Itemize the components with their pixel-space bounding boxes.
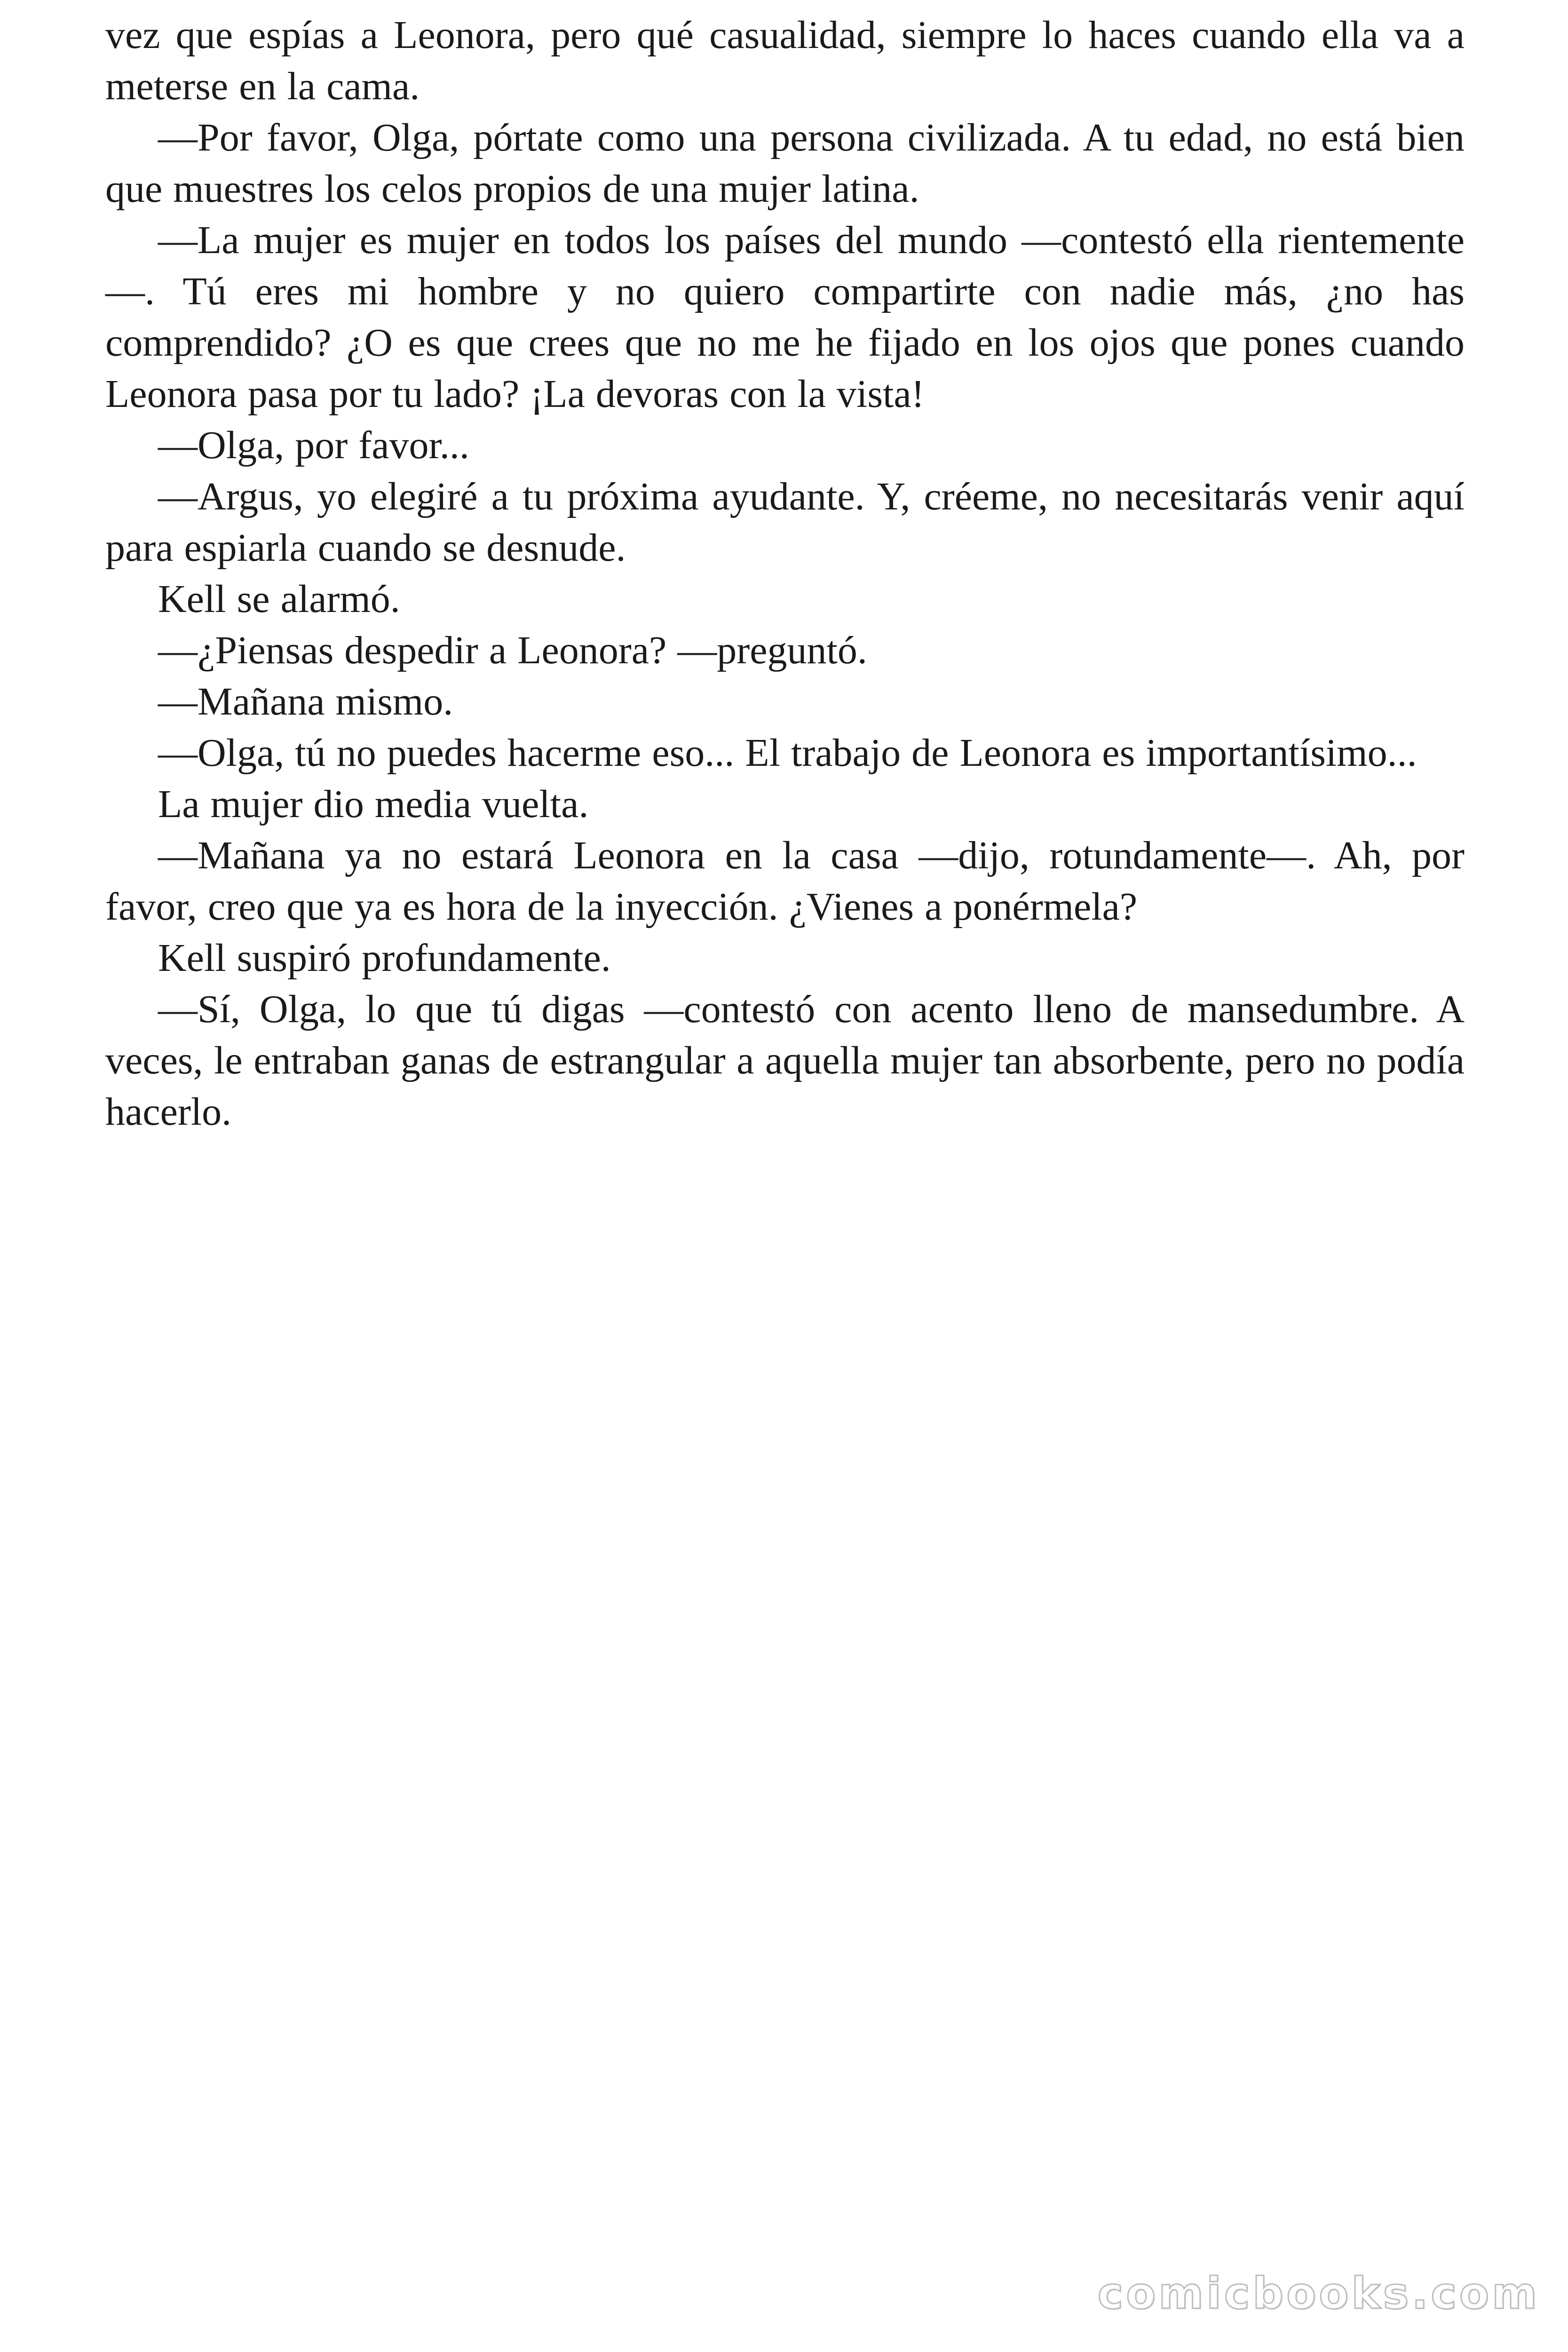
paragraph-2: —Por favor, Olga, pórtate como una persona civilizada. A tu edad, no está bien que muestres los celos propios de una mujer latina. — [105, 116, 1465, 211]
paragraph-4: —Olga, por favor... — [158, 423, 469, 467]
paragraph-13: —Sí, Olga, lo que tú digas —contestó con acento lleno de mansedumbre. A veces, le entraban ganas de estrangular a aquella mujer tan absorbente, pero no podía hacerlo. — [105, 987, 1465, 1134]
page-text — [105, 9, 1465, 1137]
watermark: comicbooks.com — [1097, 2268, 1540, 2319]
paragraph-7: —¿Piensas despedir a Leonora? —preguntó. — [158, 628, 867, 672]
paragraph-5: —Argus, yo elegiré a tu próxima ayudante. Y, créeme, no necesitarás venir aquí para espiarla cuando se desnude. — [105, 475, 1465, 570]
paragraph-1: vez que espías a Leonora, pero qué casualidad, siempre lo haces cuando ella va a meterse en la cama. — [105, 13, 1465, 108]
paragraph-3: —La mujer es mujer en todos los países del mundo —contestó ella rientemente—. Tú eres mi hombre y no quiero compartirte con nadie más, ¿no has comprendido? ¿O es que crees que no me he fijado en los ojos que pones cuando Leonora pasa por tu lado? ¡La devoras con la vista! — [105, 218, 1465, 416]
paragraph-12: Kell suspiró profundamente. — [158, 936, 611, 980]
paragraph-6: Kell se alarmó. — [158, 577, 400, 621]
paragraph-8: —Mañana mismo. — [158, 680, 453, 723]
paragraph-9: —Olga, tú no puedes hacerme eso... El trabajo de Leonora es importantísimo... — [158, 731, 1417, 775]
paragraph-11: —Mañana ya no estará Leonora en la casa —dijo, rotundamente—. Ah, por favor, creo que ya es hora de la inyección. ¿Vienes a ponérmela? — [105, 834, 1465, 929]
paragraph-10: La mujer dio media vuelta. — [158, 782, 589, 826]
